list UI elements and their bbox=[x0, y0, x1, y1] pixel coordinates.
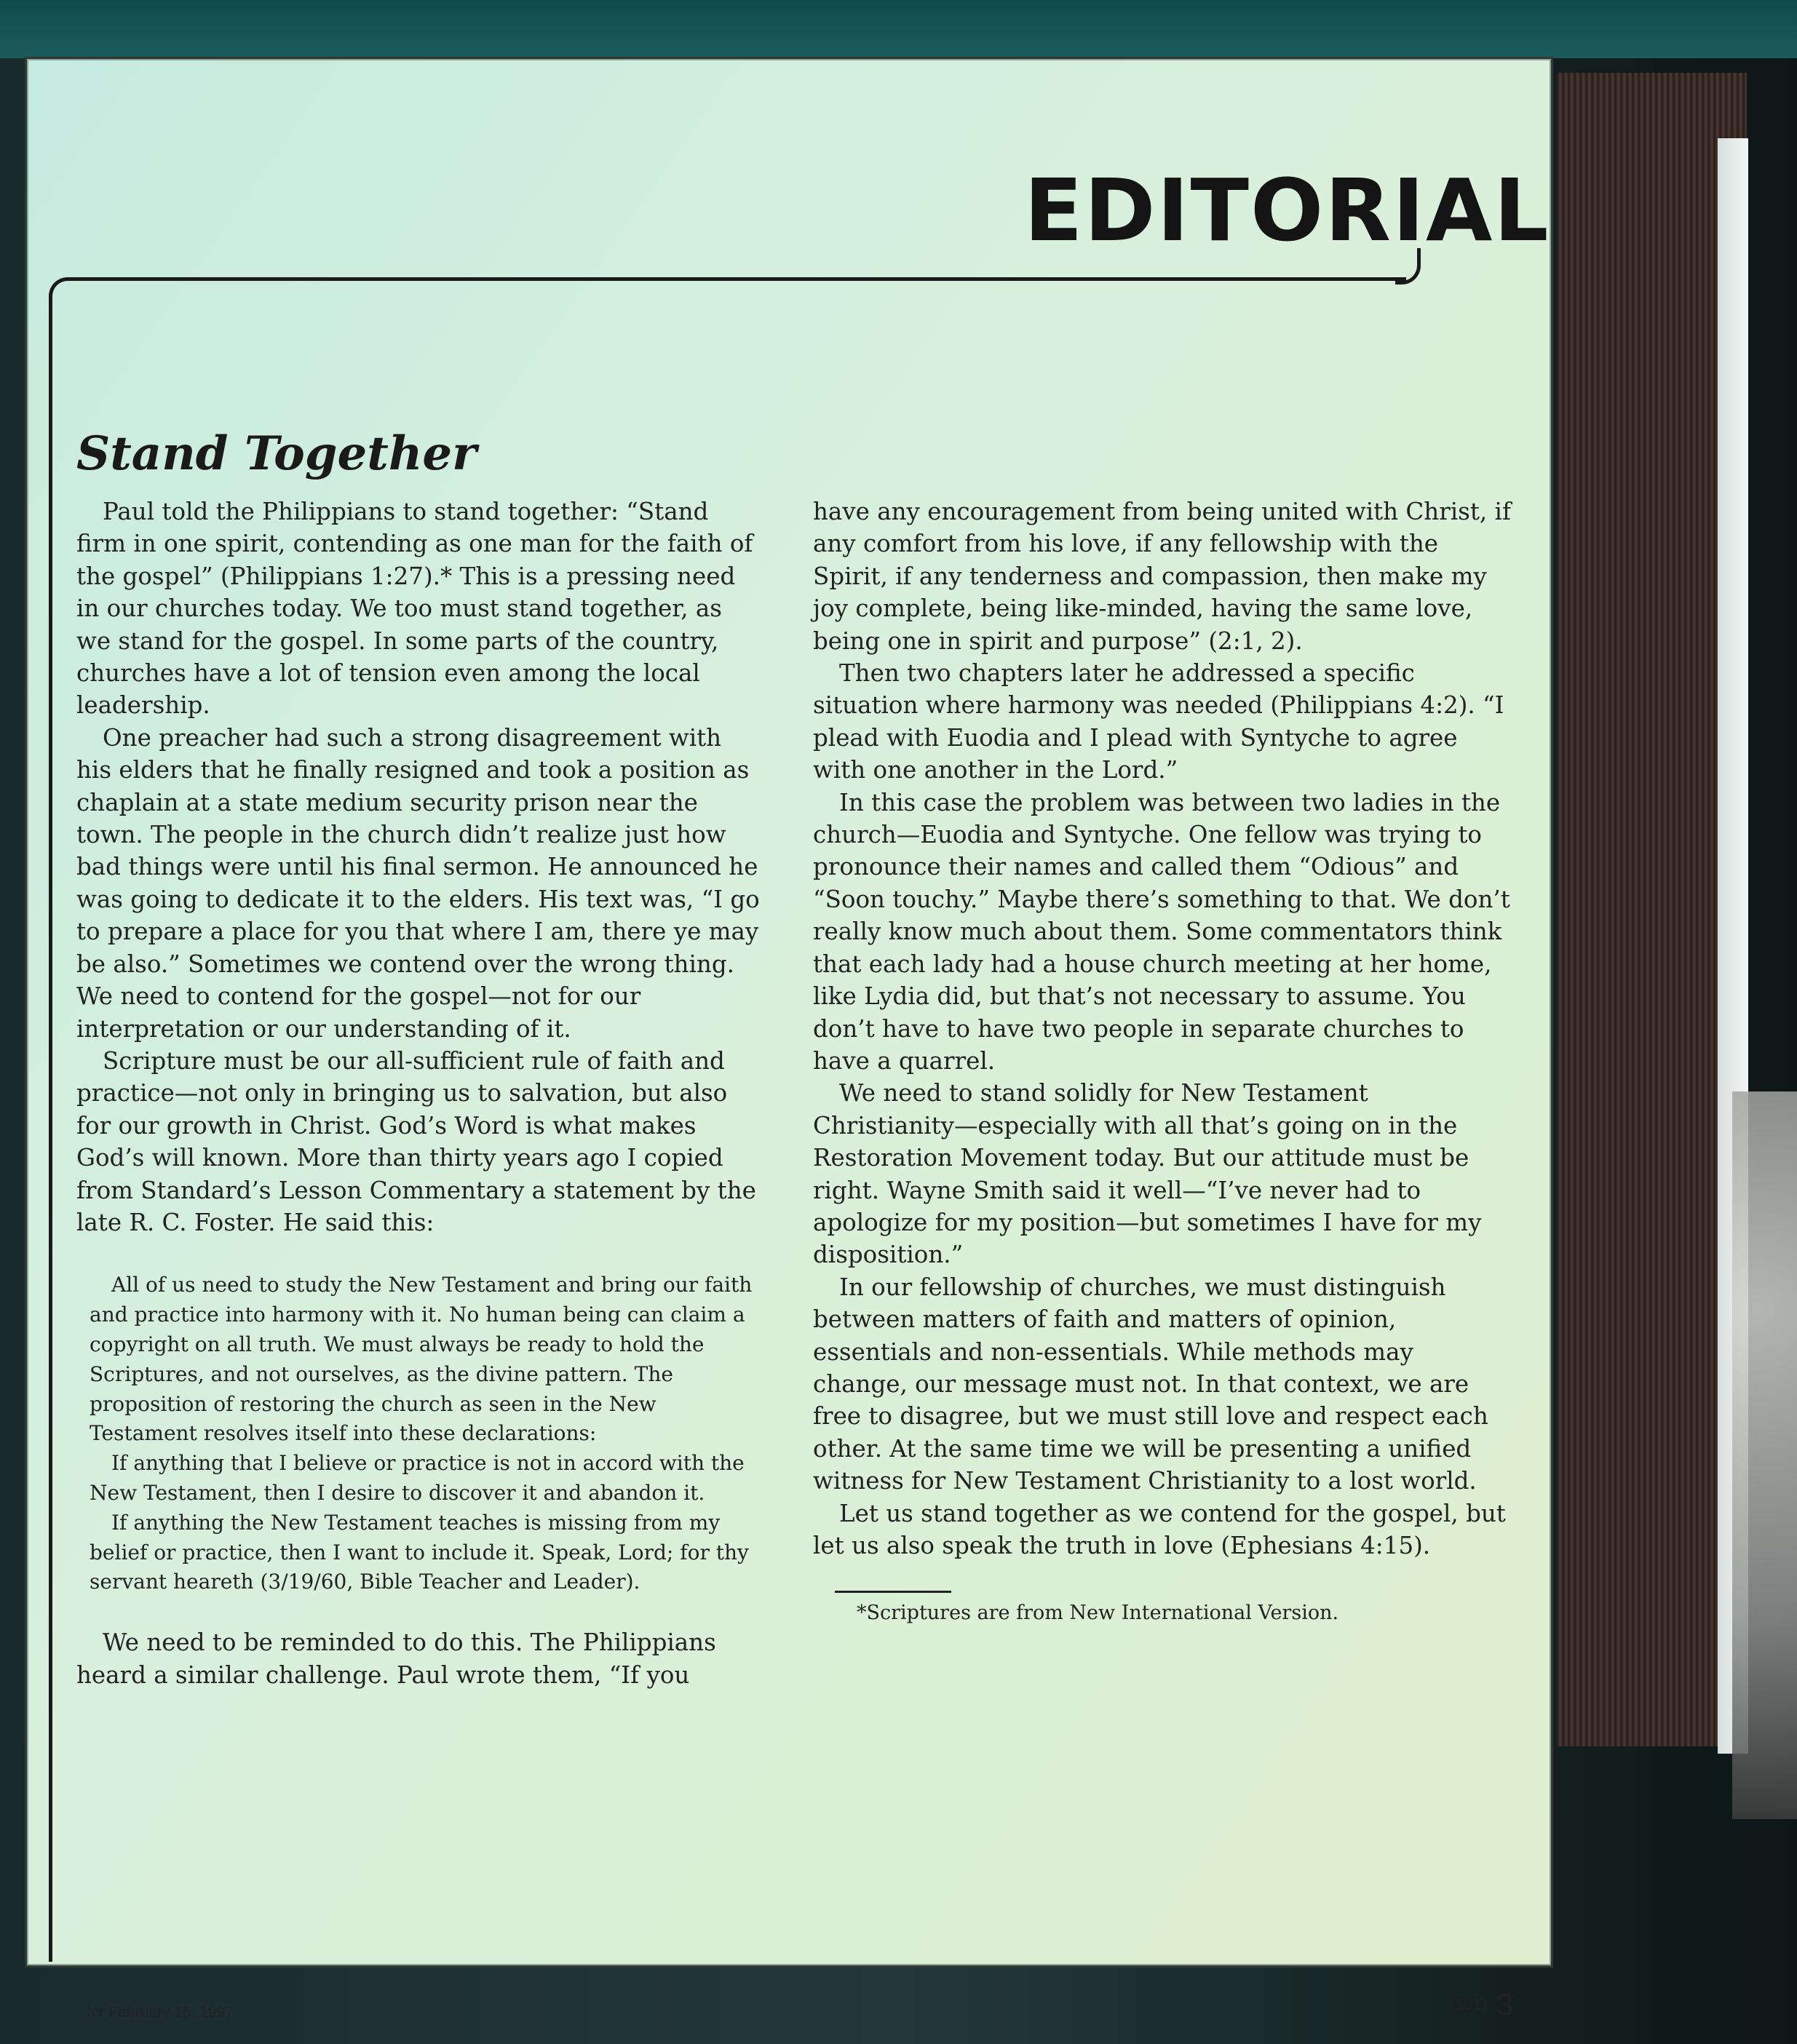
paragraph: Let us stand together as we contend for the gospel, but let us also speak the truth in love (Ephesians 4:15). bbox=[813, 1499, 1506, 1559]
paragraph: One preacher had such a strong disagreement with his elders that he finally resigned and took a position as chaplain at a state medium security prison near the town. The people in the church didn’t realize just how bad things were until his final sermon. He announced he was going to dedicate it to the elders. His text was, “I go to prepare a place for you that where I am, there ye may be also.” Sometimes we contend over the wrong thing. We need to contend for the gospel—not for our interpretation or our understanding of it. bbox=[76, 723, 760, 1043]
footnote-rule bbox=[835, 1591, 951, 1593]
page-code: (131) bbox=[1450, 1995, 1488, 2013]
magazine-page bbox=[25, 57, 1553, 2021]
frame-rule-hook bbox=[1395, 248, 1421, 285]
paragraph: Paul told the Philippians to stand together: “Stand firm in one spirit, contending as one man for the faith of the gospel” (Philippians 1:27).* This is a pressing need in our churches today. We too must stand together, as we stand for the gospel. In some parts of the country, churches have a lot of tension even among the local leadership. bbox=[76, 498, 753, 720]
paragraph: In this case the problem was between two ladies in the church—Euodia and Syntyche. One fellow was trying to pronounce their names and called them “Odious” and “Soon touchy.” Maybe there’s something to that. We don’t really know much about them. Some commentators think that each lady had a house church meeting at her home, like Lydia did, but that’s not necessary to assume. You don’t have to have two people in separate churches to have a quarrel. bbox=[813, 788, 1510, 1075]
masthead-editorial: EDITORIAL bbox=[1024, 160, 1550, 261]
paragraph: We need to be reminded to do this. The Philippians heard a similar challenge. Paul wrote them, “If you bbox=[76, 1629, 716, 1689]
paragraph: We need to stand solidly for New Testament Christianity—especially with all that’s going on in the Restoration Movement today. But our attitude must be right. Wayne Smith said it well—“I’ve never had to apologize for my position—but sometimes I have for my disposition.” bbox=[813, 1079, 1482, 1269]
footer-date: for February 16, 1997 bbox=[87, 2004, 234, 2021]
block-quote bbox=[90, 1270, 761, 1597]
footer-page bbox=[1450, 1987, 1513, 2022]
quote-paragraph: If anything the New Testament teaches is missing from my belief or practice, then I want to include it. Speak, Lord; for thy servant heareth (3/19/60, Bible Teacher and Leader). bbox=[90, 1510, 749, 1594]
quote-paragraph: All of us need to study the New Testament and bring our faith and practice into harmony with it. No human being can claim a copyright on all truth. We must always be ready to hold the Scriptures, and not ourselves, as the divine pattern. The proposition of restoring the church as seen in the New Testament resolves itself into these declarations: bbox=[90, 1273, 753, 1446]
knit-fabric bbox=[1732, 1091, 1797, 1819]
paragraph: Then two chapters later he addressed a specific situation where harmony was needed (Philippians 4:2). “I plead with Euodia and I plead with Syntyche to agree with one another in the Lord.” bbox=[813, 659, 1504, 784]
page-number: 3 bbox=[1496, 1987, 1514, 2021]
footnote: *Scriptures are from New International Version. bbox=[857, 1602, 1339, 1625]
quote-paragraph: If anything that I believe or practice is not in accord with the New Testament, then I desire to discover it and abandon it. bbox=[90, 1451, 745, 1505]
article-title: Stand Together bbox=[76, 426, 477, 481]
paragraph: Scripture must be our all-sufficient rule of faith and practice—not only in bringing us to salvation, but also for our growth in Christ. God’s Word is what makes God’s will known. More than thirty years ago I copied from Standard’s Lesson Commentary a statement by the late R. C. Foster. He said this: bbox=[76, 1046, 756, 1236]
column-left bbox=[76, 496, 761, 1691]
paragraph: In our fellowship of churches, we must distinguish between matters of faith and matters of opinion, essentials and non-essentials. While methods may change, our message must not. In that context, we are free to disagree, but we must still love and respect each other. At the same time we will be presenting a unified witness for New Testament Christianity to a lost world. bbox=[813, 1273, 1488, 1495]
column-right bbox=[813, 496, 1512, 1628]
background-top bbox=[0, 0, 1797, 58]
paragraph: have any encouragement from being united with Christ, if any comfort from his love, if any fellowship with the Spirit, if any tenderness and compassion, then make my joy complete, being like-minded, having the same love, being one in spirit and purpose” (2:1, 2). bbox=[813, 498, 1511, 655]
